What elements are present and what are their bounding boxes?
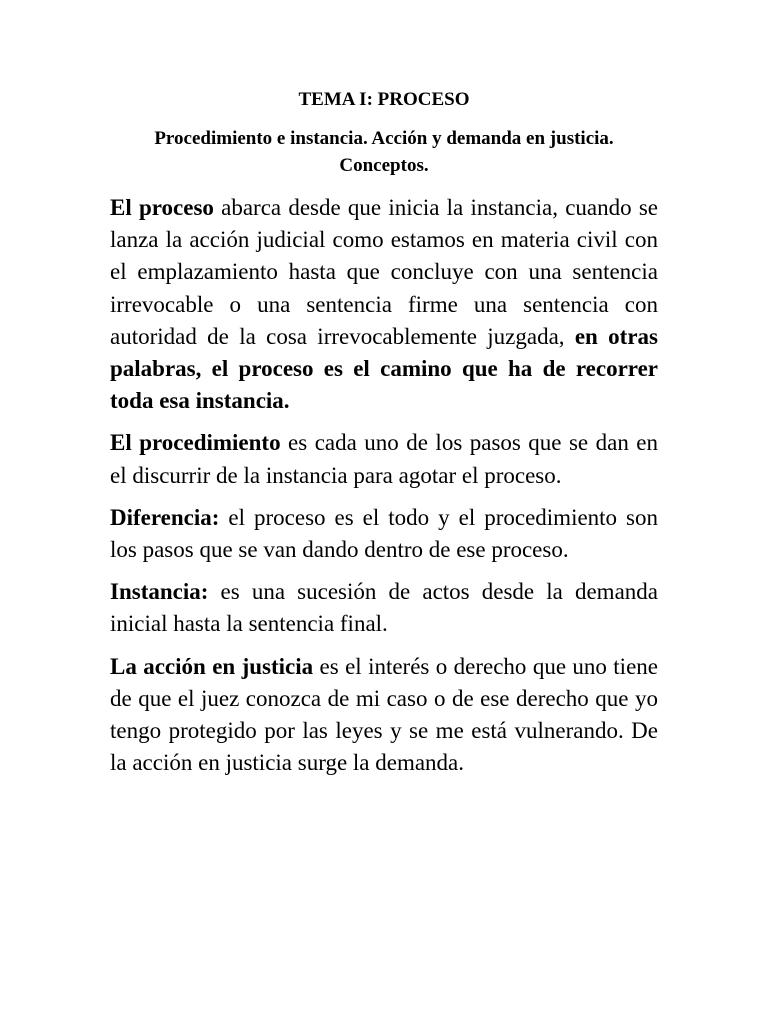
term-instancia: Instancia:	[110, 579, 209, 605]
paragraph-proceso	[110, 192, 658, 417]
emphasis-proceso: en otras palabras, el proceso es el camino que ha de recorrer toda esa instancia.	[110, 323, 658, 414]
text-accion: es el interés o derecho que uno tiene de que el juez conozca de mi caso o de ese derecho que yo tengo protegido por las leyes y se me está vulnerando. De la acción en justicia surge la demanda.	[110, 653, 658, 776]
paragraph-diferencia	[110, 502, 658, 566]
paragraph-accion	[110, 651, 658, 780]
term-accion: La acción en justicia	[110, 653, 314, 679]
document-subtitle: Procedimiento e instancia. Acción y demanda en justicia. Conceptos.	[154, 128, 614, 176]
term-diferencia: Diferencia:	[110, 504, 220, 530]
paragraph-procedimiento	[110, 427, 658, 491]
text-proceso: abarca desde que inicia la instancia, cuando se lanza la acción judicial como estamos en materia civil con el emplazamiento hasta que concluye con una sentencia irrevocable o una sentencia firme una sentencia con autoridad de la cosa irrevocablemente juzgada,	[110, 195, 658, 349]
term-procedimiento: El procedimiento	[110, 430, 281, 456]
paragraph-instancia	[110, 576, 658, 640]
term-proceso: El proceso	[110, 195, 214, 220]
text-procedimiento: es cada uno de los pasos que se dan en el discurrir de la instancia para agotar el proceso.	[110, 430, 658, 488]
document-title: TEMA I: PROCESO	[298, 89, 470, 110]
text-diferencia: el proceso es el todo y el procedimiento son los pasos que se van dando dentro de ese proceso.	[110, 504, 658, 563]
text-instancia: es una sucesión de actos desde la demanda inicial hasta la sentencia final.	[110, 579, 658, 637]
document-page	[110, 86, 658, 789]
